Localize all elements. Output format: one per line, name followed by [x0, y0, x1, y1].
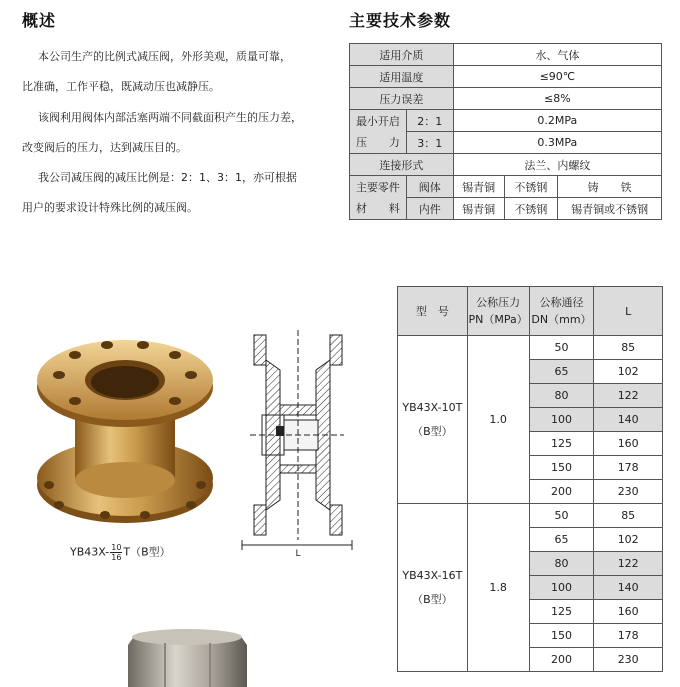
l-cell: 230 — [594, 648, 663, 672]
l-cell: 230 — [594, 480, 663, 504]
spec-value: ≤90℃ — [453, 66, 661, 88]
l-cell: 85 — [594, 336, 663, 360]
dn-cell: 80 — [529, 384, 594, 408]
material-cell: 铸 铁 — [558, 176, 662, 198]
ratio-label: 2：1 — [406, 110, 453, 132]
spec-value: 法兰、内螺纹 — [453, 154, 661, 176]
overview-line: 改变阀后的压力，达到减压目的。 — [22, 141, 187, 154]
spec-value: 0.2MPa — [453, 110, 661, 132]
overview-title: 概述 — [22, 11, 57, 30]
overview-line: 用户的要求设计特殊比例的减压阀。 — [22, 201, 198, 214]
drawing-length-label: L — [295, 549, 301, 559]
dn-cell: 150 — [529, 624, 594, 648]
part-label: 内件 — [406, 198, 453, 220]
header-model: 型 号 — [398, 287, 468, 336]
hex-fitting-photo — [125, 625, 250, 687]
material-cell: 锡青铜 — [453, 176, 504, 198]
header-pressure — [467, 287, 529, 336]
spec-label: 适用介质 — [350, 44, 454, 66]
overview-line: 该阀利用阀体内部活塞两端不同截面积产生的压力差， — [38, 111, 302, 124]
spec-label: 压力误差 — [350, 88, 454, 110]
l-cell: 102 — [594, 360, 663, 384]
model-cell — [398, 504, 468, 672]
material-cell: 不锈钢 — [504, 198, 558, 220]
header-dn-line: 公称通径 — [539, 296, 584, 309]
spec-label-parts — [350, 176, 407, 220]
l-cell: 178 — [594, 456, 663, 480]
overview-line: 比准确，工作平稳，既减动压也减静压。 — [22, 80, 220, 93]
dn-cell: 65 — [529, 360, 594, 384]
valve-photo — [35, 335, 215, 530]
spec-label-line: 主要零件 — [355, 180, 400, 194]
spec-label-min-open — [350, 110, 407, 154]
dn-cell: 150 — [529, 456, 594, 480]
header-dn — [529, 287, 594, 336]
dn-cell: 100 — [529, 576, 594, 600]
caption-prefix: YB43X- — [70, 545, 110, 559]
spec-value: 水、气体 — [453, 44, 661, 66]
dn-cell: 50 — [529, 504, 594, 528]
spec-label-line: 最小开启 — [355, 114, 400, 128]
l-cell: 85 — [594, 504, 663, 528]
dn-cell: 200 — [529, 480, 594, 504]
ratio-label: 3：1 — [406, 132, 453, 154]
dn-cell: 80 — [529, 552, 594, 576]
pn-cell: 1.8 — [467, 504, 529, 672]
model-name: YB43X-16T — [402, 568, 463, 582]
header-dn-line: DN（mm） — [531, 313, 592, 326]
l-cell: 178 — [594, 624, 663, 648]
model-type: （B型） — [412, 424, 453, 438]
l-cell: 102 — [594, 528, 663, 552]
header-pressure-line: 公称压力 — [476, 296, 521, 309]
dn-cell: 100 — [529, 408, 594, 432]
model-type: （B型） — [412, 592, 453, 606]
caption-fraction — [110, 543, 122, 562]
model-name: YB43X-10T — [402, 400, 463, 414]
dn-cell: 125 — [529, 600, 594, 624]
product-caption — [70, 543, 171, 562]
spec-value: 0.3MPa — [453, 132, 661, 154]
valve-cross-section-drawing — [232, 330, 362, 560]
dn-cell: 50 — [529, 336, 594, 360]
overview-line: 本公司生产的比例式减压阀，外形美观，质量可靠， — [38, 50, 291, 63]
l-cell: 122 — [594, 384, 663, 408]
caption-frac-bottom: 16 — [111, 553, 122, 562]
material-cell: 不锈钢 — [504, 176, 558, 198]
spec-label-line: 压 力 — [355, 135, 400, 149]
pn-cell: 1.0 — [467, 336, 529, 504]
dn-cell: 125 — [529, 432, 594, 456]
l-cell: 140 — [594, 576, 663, 600]
l-cell: 160 — [594, 600, 663, 624]
l-cell: 140 — [594, 408, 663, 432]
dn-cell: 200 — [529, 648, 594, 672]
header-length: L — [594, 287, 663, 336]
material-cell: 锡青铜或不锈钢 — [558, 198, 662, 220]
dn-cell: 65 — [529, 528, 594, 552]
header-pressure-line: PN（MPa） — [468, 313, 528, 326]
overview-line: 我公司减压阀的减压比例是：2：1、3：1，亦可根据 — [38, 171, 297, 184]
part-label: 阀体 — [406, 176, 453, 198]
specs-title: 主要技术参数 — [349, 11, 452, 30]
size-table — [397, 286, 663, 672]
spec-label: 连接形式 — [350, 154, 454, 176]
material-cell: 锡青铜 — [453, 198, 504, 220]
l-cell: 122 — [594, 552, 663, 576]
model-cell — [398, 336, 468, 504]
spec-value: ≤8% — [453, 88, 661, 110]
spec-label-line: 材 料 — [355, 201, 400, 215]
caption-frac-top: 10 — [111, 543, 122, 552]
l-cell: 160 — [594, 432, 663, 456]
caption-suffix: T（B型） — [123, 545, 171, 559]
specs-table — [349, 43, 662, 220]
spec-label: 适用温度 — [350, 66, 454, 88]
